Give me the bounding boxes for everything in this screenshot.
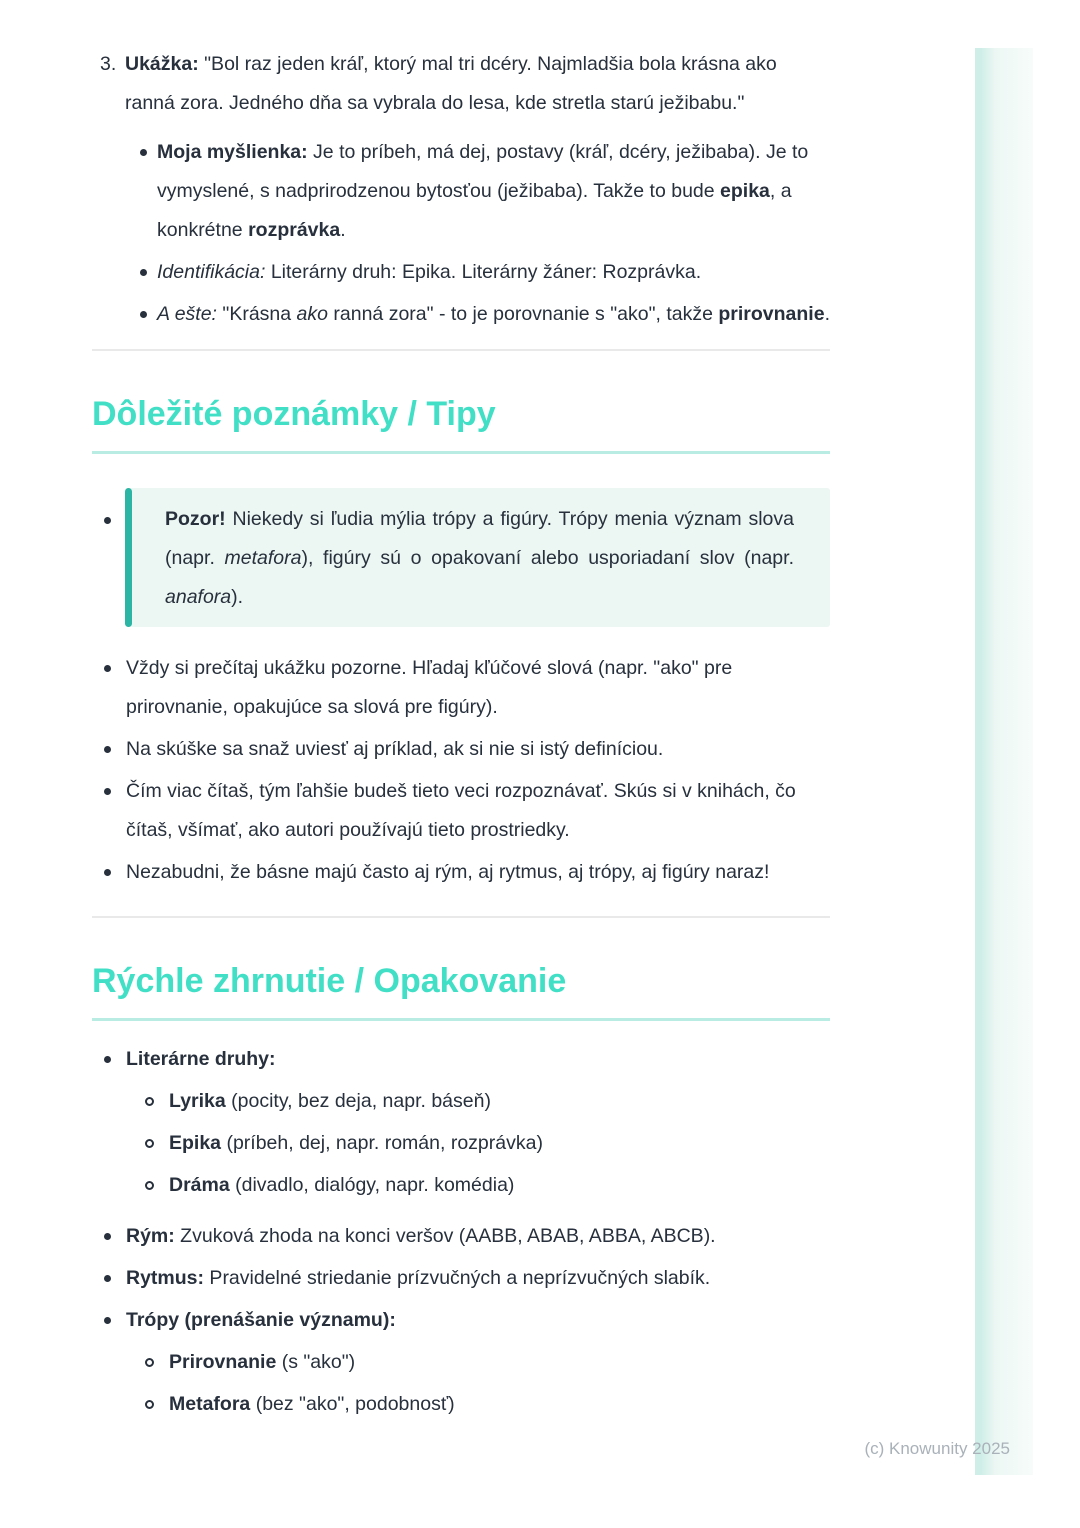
bullet-icon bbox=[104, 869, 111, 876]
bullet-icon bbox=[104, 746, 111, 753]
circle-bullet-icon bbox=[145, 1139, 154, 1148]
tip-text: Vždy si prečítaj ukážku pozorne. Hľadaj kľúčové slová (napr. "ako" pre prirovnanie, opakujúce sa slová pre figúry). bbox=[126, 657, 733, 718]
tip-text: Nezabudni, že básne majú často aj rým, aj rytmus, aj trópy, aj figúry naraz! bbox=[126, 861, 770, 883]
summary-sub-item bbox=[145, 1166, 830, 1205]
example-bullet-text: Identifikácia: Literárny druh: Epika. Literárny žáner: Rozprávka. bbox=[157, 261, 702, 283]
summary-item bbox=[104, 1259, 830, 1298]
summary-sub-text: Dráma (divadlo, dialógy, napr. komédia) bbox=[169, 1174, 515, 1196]
tip-item bbox=[104, 730, 830, 769]
circle-bullet-icon bbox=[145, 1181, 154, 1190]
bullet-icon bbox=[104, 1233, 111, 1240]
summary-sub-text: Metafora (bez "ako", podobnosť) bbox=[169, 1393, 455, 1415]
bullet-icon bbox=[104, 1275, 111, 1282]
list-number: 3. bbox=[100, 53, 117, 75]
summary-sub-item bbox=[145, 1343, 830, 1382]
bullet-icon bbox=[104, 1056, 111, 1063]
summary-sub-text: Lyrika (pocity, bez deja, napr. báseň) bbox=[169, 1090, 491, 1112]
example-bullet-text: A ešte: "Krásna ako ranná zora" - to je porovnanie s "ako", takže prirovnanie. bbox=[157, 303, 830, 325]
summary-sub-text: Prirovnanie (s "ako") bbox=[169, 1351, 356, 1373]
example-bullet-text: Moja myšlienka: Je to príbeh, má dej, postavy (kráľ, dcéry, ježibaba). Je to vymyslené, s nadprirodzenou bytosťou (ježibaba). Takže to bude epika, a konkrétne rozprávka. bbox=[157, 141, 809, 241]
callout-row bbox=[104, 488, 830, 627]
document-content bbox=[92, 0, 830, 1436]
bullet-icon bbox=[140, 311, 147, 318]
summary-item-text: Literárne druhy: bbox=[126, 1048, 276, 1070]
accent-side-strip bbox=[975, 48, 1033, 1475]
summary-list bbox=[104, 1040, 830, 1424]
bullet-icon bbox=[140, 149, 147, 156]
bullet-icon bbox=[104, 665, 111, 672]
summary-sub-item bbox=[145, 1082, 830, 1121]
summary-sub-text: Epika (príbeh, dej, napr. román, rozprávka) bbox=[169, 1132, 543, 1154]
notes-heading: Dôležité poznámky / Tipy bbox=[92, 393, 830, 454]
summary-sub-list bbox=[145, 1343, 830, 1424]
tip-text: Na skúške sa snaž uviesť aj príklad, ak si nie si istý definíciou. bbox=[126, 738, 664, 760]
tip-item bbox=[104, 853, 830, 892]
circle-bullet-icon bbox=[145, 1358, 154, 1367]
example-bullet bbox=[140, 253, 830, 292]
summary-heading: Rýchle zhrnutie / Opakovanie bbox=[92, 960, 830, 1021]
bullet-icon bbox=[140, 269, 147, 276]
summary-item bbox=[104, 1217, 830, 1256]
tip-text: Čím viac čítaš, tým ľahšie budeš tieto veci rozpoznávať. Skús si v knihách, čo čítaš, všímať, ako autori používajú tieto prostriedky. bbox=[126, 780, 796, 841]
circle-bullet-icon bbox=[145, 1400, 154, 1409]
example-bullet bbox=[140, 133, 830, 250]
callout-accent-bar bbox=[125, 488, 132, 627]
summary-item bbox=[104, 1040, 830, 1079]
example-text: Ukážka: "Bol raz jeden kráľ, ktorý mal tri dcéry. Najmladšia bola krásna ako ranná zora. Jedného dňa sa vybrala do lesa, kde stretla starú ježibabu." bbox=[125, 53, 777, 114]
example-bullet bbox=[140, 295, 830, 334]
bullet-icon bbox=[104, 788, 111, 795]
summary-sub-list bbox=[145, 1082, 830, 1205]
callout-box bbox=[125, 488, 830, 627]
section-divider bbox=[92, 349, 830, 351]
summary-item-text: Rytmus: Pravidelné striedanie prízvučných a neprízvučných slabík. bbox=[126, 1267, 711, 1289]
summary-sub-item bbox=[145, 1124, 830, 1163]
section-divider bbox=[92, 916, 830, 918]
bullet-icon bbox=[104, 1317, 111, 1324]
summary-item-text: Rým: Zvuková zhoda na konci veršov (AABB, ABAB, ABBA, ABCB). bbox=[126, 1225, 716, 1247]
example-item bbox=[92, 45, 830, 123]
tip-item bbox=[104, 772, 830, 850]
callout-text: Pozor! Niekedy si ľudia mýlia trópy a figúry. Trópy menia význam slova (napr. metafora), figúry sú o opakovaní alebo usporiadaní slov (napr. anafora). bbox=[165, 508, 794, 608]
copyright-footer: (c) Knowunity 2025 bbox=[864, 1439, 1010, 1458]
circle-bullet-icon bbox=[145, 1097, 154, 1106]
summary-sub-item bbox=[145, 1385, 830, 1424]
example-bullet-list bbox=[140, 133, 830, 334]
bullet-icon bbox=[104, 517, 111, 524]
tip-item bbox=[104, 649, 830, 727]
summary-item-text: Trópy (prenášanie významu): bbox=[126, 1309, 396, 1331]
tips-list bbox=[104, 649, 830, 892]
summary-item bbox=[104, 1301, 830, 1340]
